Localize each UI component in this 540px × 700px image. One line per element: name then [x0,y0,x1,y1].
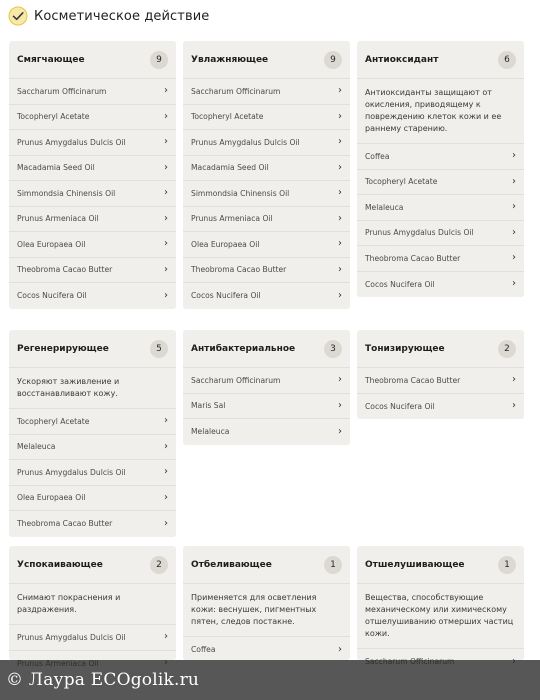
card-exfoliating [357,546,524,660]
card-header [357,546,524,584]
chevron-right-icon: › [164,466,168,478]
card-header [357,41,524,79]
card-title: Отбеливающее [191,559,272,570]
chevron-right-icon: › [164,110,168,122]
count-badge: 2 [498,340,516,358]
chevron-right-icon: › [512,252,516,264]
ingredient-row[interactable]: Saccharum Officinarum › [9,79,176,105]
card-softening [9,41,176,309]
card-description: Вещества, способствующие механическому или химическому отшелушиванию отмерших частиц кожи. [357,584,524,649]
chevron-right-icon: › [164,415,168,427]
section-header [8,6,209,26]
chevron-right-icon: › [512,400,516,412]
card-moisturizing [183,41,350,309]
card-title: Антибактериальное [191,343,296,354]
chevron-right-icon: › [338,161,342,173]
chevron-right-icon: › [164,631,168,643]
ingredient-row[interactable]: Macadamia Seed Oil › [9,156,176,182]
ingredient-list [183,637,350,663]
chevron-right-icon: › [338,643,342,655]
chevron-right-icon: › [338,238,342,250]
ingredient-row[interactable]: Prunus Armeniaca Oil › [9,207,176,233]
ingredient-row[interactable]: Theobroma Cacao Butter › [357,368,524,394]
ingredient-row[interactable]: Tocopheryl Acetate › [9,409,176,435]
chevron-right-icon: › [338,289,342,301]
count-badge: 1 [498,556,516,574]
card-title: Успокаивающее [17,559,103,570]
card-header [183,330,350,368]
card-soothing [9,546,176,660]
ingredient-row[interactable]: Theobroma Cacao Butter › [357,246,524,272]
ingredient-row[interactable]: Theobroma Cacao Butter › [183,258,350,284]
chevron-right-icon: › [338,263,342,275]
ingredient-row[interactable]: Simmondsia Chinensis Oil › [183,181,350,207]
card-regenerating [9,330,176,537]
chevron-right-icon: › [338,399,342,411]
card-description: Антиоксиданты защищают от окисления, приводящему к повреждению клеток кожи и ее раннему старению. [357,79,524,144]
chevron-right-icon: › [512,201,516,213]
ingredient-row[interactable]: Cocos Nucifera Oil › [365,278,516,290]
chevron-right-icon: › [512,175,516,187]
ingredient-row[interactable]: Tocopheryl Acetate › [183,105,350,131]
chevron-right-icon: › [338,85,342,97]
card-header [183,546,350,584]
check-circle-icon [8,6,28,26]
card-header [183,41,350,79]
chevron-right-icon: › [512,278,516,290]
watermark-bar [0,660,540,700]
ingredient-list [9,79,176,309]
ingredient-row[interactable]: Prunus Amygdalus Dulcis Oil › [357,221,524,247]
chevron-right-icon: › [338,212,342,224]
chevron-right-icon: › [164,136,168,148]
ingredient-row[interactable]: Tocopheryl Acetate › [9,105,176,131]
card-toning [357,330,524,419]
ingredient-list [357,368,524,419]
ingredient-row[interactable]: Maris Sal › [183,394,350,420]
ingredient-row[interactable]: Coffea › [357,144,524,170]
card-antibacterial [183,330,350,445]
count-badge: 2 [150,556,168,574]
ingredient-row[interactable]: Simmondsia Chinensis Oil › [9,181,176,207]
card-title: Регенерирующее [17,343,109,354]
chevron-right-icon: › [164,238,168,250]
count-badge: 5 [150,340,168,358]
card-header [9,41,176,79]
card-description: Применяется для осветления кожи: веснушек, пигментных пятен, следов постакне. [183,584,350,637]
count-badge: 9 [150,51,168,69]
count-badge: 6 [498,51,516,69]
ingredient-row[interactable]: Prunus Amygdalus Dulcis Oil › [9,625,176,651]
ingredient-row[interactable]: Cocos Nucifera Oil › [191,289,342,301]
ingredient-row[interactable]: Tocopheryl Acetate › [357,170,524,196]
chevron-right-icon: › [338,187,342,199]
card-description: Ускоряют заживление и восстанавливают кожу. [9,368,176,409]
chevron-right-icon: › [164,491,168,503]
ingredient-row[interactable]: Cocos Nucifera Oil › [365,400,516,412]
watermark-text: © Лаура ECOgolik.ru [6,670,200,690]
ingredient-row[interactable]: Melaleuca › [9,435,176,461]
card-title: Тонизирующее [365,343,445,354]
chevron-right-icon: › [164,187,168,199]
card-title: Антиоксидант [365,54,439,65]
ingredient-row[interactable]: Olea Europaea Oil › [183,232,350,258]
chevron-right-icon: › [338,374,342,386]
chevron-right-icon: › [164,517,168,529]
chevron-right-icon: › [338,136,342,148]
card-title: Отшелушивающее [365,559,465,570]
ingredient-row[interactable]: Prunus Amygdalus Dulcis Oil › [183,130,350,156]
ingredient-row[interactable]: Prunus Amygdalus Dulcis Oil › [9,460,176,486]
chevron-right-icon: › [164,212,168,224]
chevron-right-icon: › [164,263,168,275]
ingredient-row[interactable]: Saccharum Officinarum › [183,79,350,105]
chevron-right-icon: › [512,226,516,238]
chevron-right-icon: › [164,85,168,97]
count-badge: 3 [324,340,342,358]
count-badge: 1 [324,556,342,574]
ingredient-list [9,409,176,537]
ingredient-row[interactable]: Saccharum Officinarum › [183,368,350,394]
ingredient-list [357,144,524,297]
card-title: Увлажняющее [191,54,269,65]
ingredient-row[interactable]: Macadamia Seed Oil › [183,156,350,182]
card-description: Снимают покраснения и раздражения. [9,584,176,625]
chevron-right-icon: › [338,110,342,122]
ingredient-row[interactable]: Theobroma Cacao Butter › [17,517,168,529]
card-whitening [183,546,350,660]
ingredient-row[interactable]: Melaleuca › [357,195,524,221]
ingredient-row[interactable]: Theobroma Cacao Butter › [9,258,176,284]
ingredient-row[interactable]: Coffea › [191,643,342,655]
chevron-right-icon: › [512,374,516,386]
ingredient-row[interactable]: Olea Europaea Oil › [9,486,176,512]
card-title: Смягчающее [17,54,85,65]
card-header [9,546,176,584]
ingredient-row[interactable]: Prunus Amygdalus Dulcis Oil › [9,130,176,156]
card-antioxidant [357,41,524,297]
chevron-right-icon: › [164,440,168,452]
chevron-right-icon: › [164,289,168,301]
ingredient-row[interactable]: Cocos Nucifera Oil › [17,289,168,301]
count-badge: 9 [324,51,342,69]
section-title: Косметическое действие [34,8,210,24]
ingredient-row[interactable]: Melaleuca › [191,425,342,437]
chevron-right-icon: › [164,161,168,173]
chevron-right-icon: › [338,425,342,437]
ingredient-list [183,79,350,309]
ingredient-row[interactable]: Olea Europaea Oil › [9,232,176,258]
chevron-right-icon: › [512,150,516,162]
card-header [357,330,524,368]
card-header [9,330,176,368]
ingredient-row[interactable]: Prunus Armeniaca Oil › [183,207,350,233]
ingredient-list [183,368,350,445]
